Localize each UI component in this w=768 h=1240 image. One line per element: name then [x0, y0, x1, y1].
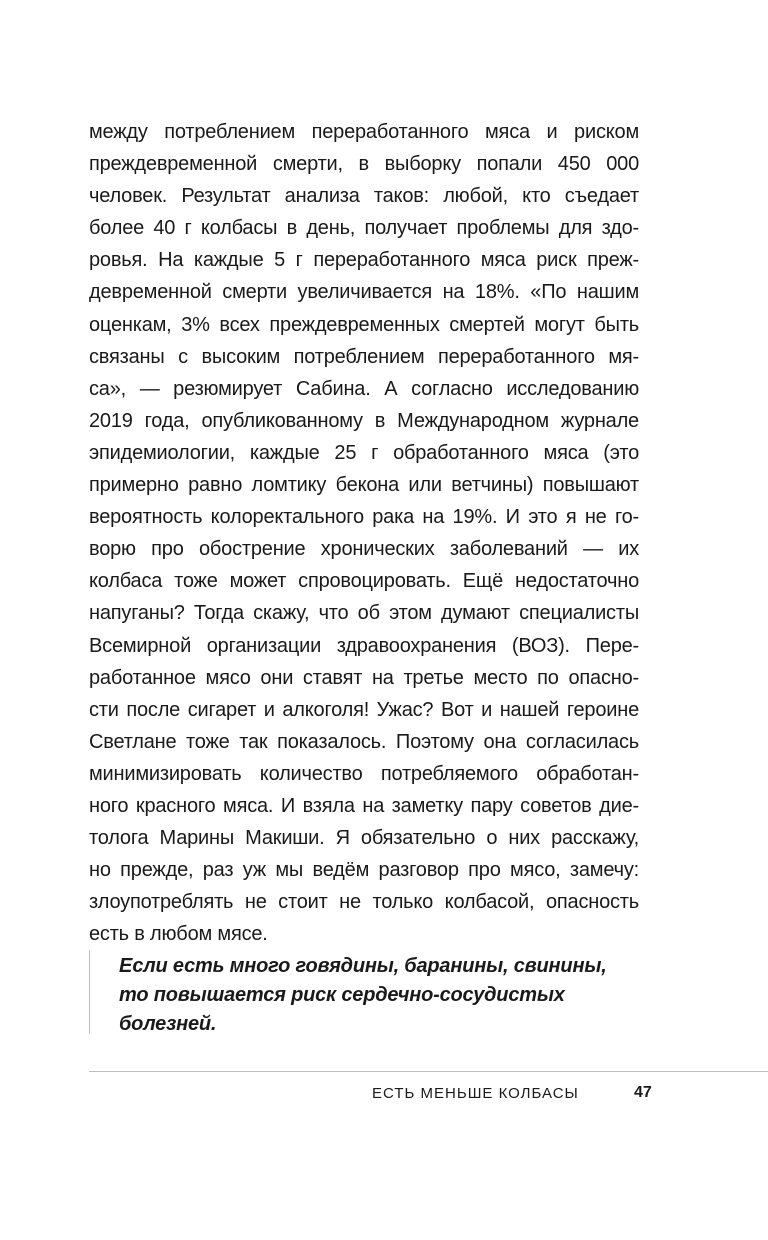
- body-line: минимизировать количество потребляемого обработан-: [89, 762, 639, 785]
- body-text: [89, 116, 639, 950]
- body-line: са», — резюмирует Сабина. А согласно исследованию: [89, 377, 639, 400]
- body-line: напуганы? Тогда скажу, что об этом думают специалисты: [89, 602, 639, 625]
- pull-quote-text: [119, 952, 607, 1039]
- body-line: сти после сигарет и алкоголя! Ужас? Вот и нашей героине: [89, 698, 639, 721]
- pull-quote-line: то повышается риск сердечно-сосудистых: [119, 984, 565, 1006]
- body-line: Светлане тоже так показалось. Поэтому она согласилась: [89, 730, 639, 753]
- body-line: преждевременной смерти, в выборку попали 450 000: [89, 153, 639, 176]
- body-line: толога Марины Макиши. Я обязательно о них расскажу,: [89, 827, 639, 850]
- body-line: вероятность колоректального рака на 19%. И это я не го-: [89, 506, 639, 529]
- page-number: 47: [634, 1084, 652, 1101]
- body-line: есть в любом мясе.: [89, 923, 268, 946]
- body-line: колбаса тоже может спровоцировать. Ещё недостаточно: [89, 570, 639, 593]
- footer-divider: [89, 1071, 768, 1072]
- body-line: между потреблением переработанного мяса и риском: [89, 121, 639, 143]
- body-line: оценкам, 3% всех преждевременных смертей могут быть: [89, 313, 639, 336]
- body-line: злоупотреблять не стоит не только колбасой, опасность: [89, 891, 639, 914]
- pull-quote: [89, 950, 640, 1034]
- body-line: но прежде, раз уж мы ведём разговор про мясо, замечу:: [89, 859, 639, 882]
- pull-quote-line: болезней.: [119, 1013, 217, 1035]
- body-line: более 40 г колбасы в день, получает проблемы для здо-: [89, 217, 639, 240]
- body-line: девременной смерти увеличивается на 18%. «По нашим: [89, 281, 639, 304]
- body-line: ного красного мяса. И взяла на заметку пару советов дие-: [89, 794, 639, 817]
- body-line: работанное мясо они ставят на третье место по опасно-: [89, 666, 639, 689]
- body-line: ворю про обострение хронических заболеваний — их: [89, 538, 639, 561]
- body-line: человек. Результат анализа таков: любой, кто съедает: [89, 185, 639, 208]
- body-line: примерно равно ломтику бекона или ветчины) повышают: [89, 474, 639, 497]
- body-line: связаны с высоким потреблением переработанного мя-: [89, 345, 639, 368]
- body-line: 2019 года, опубликованному в Международном журнале: [89, 409, 639, 432]
- running-footer-title: ЕСТЬ МЕНЬШЕ КОЛБАСЫ: [372, 1085, 579, 1102]
- body-line: эпидемиологии, каждые 25 г обработанного мяса (это: [89, 441, 639, 464]
- body-line: Всемирной организации здравоохранения (ВОЗ). Пере-: [89, 634, 639, 657]
- pull-quote-line: Если есть много говядины, баранины, свинины,: [119, 955, 607, 977]
- body-line: ровья. На каждые 5 г переработанного мяса риск преж-: [89, 249, 639, 272]
